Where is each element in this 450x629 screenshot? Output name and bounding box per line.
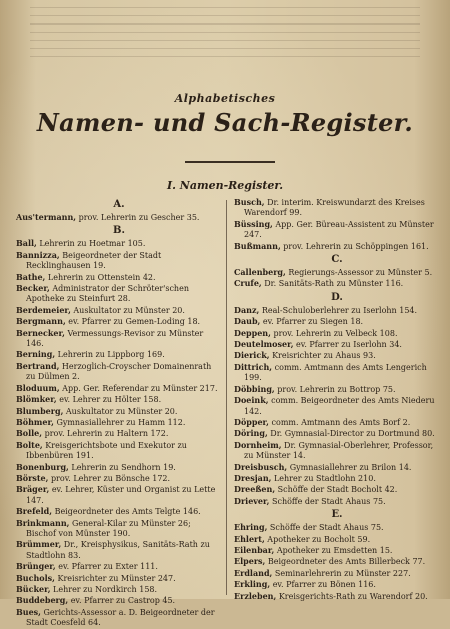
letter-heading: C. (331, 254, 343, 266)
entry-text: ev. Pfarrer zu Gemen-Loding 18. (68, 317, 201, 327)
entry-text: Lehrer zu Stadtlohn 210. (273, 473, 376, 483)
entry-name: Bannizza, (16, 249, 60, 260)
entry-name: Buchols, (16, 572, 55, 583)
entry-name: Bußmann, (234, 240, 281, 251)
entry-text: Gerichts-Assessor a. D. Beigeordneter der Stadt Coesfeld 64. (26, 607, 215, 628)
register-entry (16, 473, 222, 484)
entry-name: Ball, (16, 238, 37, 249)
entry-name: Bonenburg, (16, 461, 69, 472)
entry-text: Administrator der Schröter'schen Apotheke zu Steinfurt 28. (26, 284, 189, 304)
entry-name: Dittrich, (234, 361, 273, 372)
entry-name: Becker, (16, 283, 50, 294)
entry-text: ev. Pfarrer zu Bönen 116. (272, 580, 376, 590)
register-entry (16, 506, 222, 517)
register-entry (16, 539, 222, 561)
register-entry (16, 484, 222, 506)
entry-text: Lehrerin zu Sendhorn 19. (71, 462, 176, 472)
register-entry (16, 428, 222, 439)
register-entry (16, 250, 222, 272)
entry-name: Döbbing, (234, 383, 275, 394)
entry-name: Dornheim, (234, 439, 282, 450)
entry-text: ev. Pfarrer zu Castrop 45. (70, 596, 176, 606)
entry-name: Blömker, (16, 394, 57, 405)
entry-name: Büssing, (234, 218, 273, 229)
entry-name: Brinkmann, (16, 517, 70, 528)
register-entry (16, 272, 222, 283)
register-entry (234, 428, 440, 439)
entry-text: Seminarlehrerin zu Münster 227. (274, 568, 411, 578)
entry-text: Beigeordneter des Amts Billerbeck 77. (267, 557, 426, 567)
entry-text: comm. Amtmann des Amts Borf 2. (271, 417, 411, 427)
letter-heading: A. (113, 199, 125, 210)
entry-text: Vermessungs-Revisor zu Münster 146. (26, 328, 204, 349)
entry-name: Bolte, (16, 439, 43, 450)
entry-text: Apotheker zu Emsdetten 15. (276, 545, 393, 555)
entry-text: Real-Schuloberlehrer zu Iserlohn 154. (261, 305, 418, 315)
entry-text: Gymnasiallehrer zu Brilon 14. (289, 462, 412, 472)
register-entry (16, 349, 222, 360)
entry-name: Doeink, (234, 395, 269, 406)
register-entry (234, 316, 440, 327)
entry-text: prov. Lehrerin zu Gescher 35. (78, 213, 200, 222)
register-entry (16, 595, 222, 606)
entry-text: prov. Lehrerin zu Schöppingen 161. (283, 241, 429, 251)
entry-text: ev. Lehrer, Küster und Organist zu Lette 147. (26, 485, 216, 505)
entry-name: Bernecker, (16, 327, 65, 338)
entry-name: Berdemeier, (16, 304, 71, 315)
letter-heading: E. (331, 509, 343, 521)
title-large: Namen- und Sach-Register. (36, 108, 414, 137)
entry-name: Bergmann, (16, 316, 66, 327)
entry-text: prov. Lehrerin zu Haltern 172. (44, 429, 169, 439)
entry-text: ev. Lehrer zu Hölter 158. (59, 395, 162, 405)
entry-name: Crufe, (234, 278, 262, 289)
entry-text: Kreisrichter zu Ahaus 93. (272, 351, 376, 361)
entry-name: Buddeberg, (16, 595, 69, 606)
register-entry (16, 406, 222, 417)
column-divider (226, 200, 227, 595)
entry-name: Bertrand, (16, 360, 60, 371)
entry-name: Böhmer, (16, 416, 54, 427)
register-entry (234, 556, 440, 567)
entry-text: Dr. Sanitäts-Rath zu Münster 116. (264, 279, 404, 289)
entry-name: Erkling, (234, 579, 271, 590)
letter-heading: D. (331, 291, 343, 303)
entry-text: comm. Beigeordneter des Amts Niederu 142. (244, 396, 435, 416)
register-entry (234, 484, 440, 495)
register-entry (16, 573, 222, 584)
entry-text: Herzoglich-Croyscher Domainenrath zu Dülmen 2. (26, 361, 212, 382)
entry-text: Kreisgerichtsbote und Exekutor zu Ibbenbüren 191. (26, 440, 187, 461)
register-entry (234, 440, 440, 462)
register-entry (16, 561, 222, 572)
entry-text: Apotheker zu Bocholt 59. (267, 534, 371, 544)
register-entry (16, 212, 222, 223)
entry-name: Erzleben, (234, 590, 277, 601)
entry-text: Schöffe der Stadt Ahaus 75. (271, 496, 386, 506)
entry-text: Auskultator zu Münster 20. (65, 406, 178, 416)
entry-name: Ehlert, (234, 533, 265, 544)
register-entry (16, 417, 222, 428)
entry-text: App. Ger. Referendar zu Münster 217. (62, 383, 218, 393)
register-entry (16, 238, 222, 249)
register-entry (234, 350, 440, 361)
entry-text: Lehrerin zu Lippborg 169. (57, 350, 165, 360)
register-entry (234, 305, 440, 316)
entry-name: Callenberg, (234, 267, 286, 278)
entry-name: Driever, (234, 495, 270, 506)
register-entry (16, 305, 222, 316)
register-entry (16, 584, 222, 595)
register-entry (234, 462, 440, 473)
entry-name: Börste, (16, 472, 49, 483)
register-entry (16, 462, 222, 473)
entry-name: Erdland, (234, 567, 273, 578)
register-entry (234, 241, 440, 252)
entry-name: Brünger, (16, 561, 56, 572)
entry-name: Brefeld, (16, 506, 53, 517)
entry-name: Döpper, (234, 416, 269, 427)
entry-text: General-Kilar zu Münster 26; Bischof von Münster 190. (26, 518, 191, 538)
entry-name: Busch, (234, 197, 265, 207)
entry-name: Deppen, (234, 327, 271, 338)
entry-name: Bues, (16, 606, 41, 617)
entry-text: Kreisrichter zu Münster 247. (57, 573, 176, 583)
register-entry (234, 473, 440, 484)
show-through-text (0, 0, 450, 70)
entry-text: ev. Pfarrer zu Siegen 18. (262, 317, 364, 327)
entry-name: Dreisbusch, (234, 461, 288, 472)
entry-name: Berning, (16, 349, 56, 360)
entry-text: prov. Lehrer zu Bönsche 172. (50, 473, 171, 483)
register-entry (16, 518, 222, 540)
entry-text: Lehrerin zu Ottenstein 42. (47, 272, 156, 282)
entry-name: Elpers, (234, 556, 266, 567)
register-entry (234, 267, 440, 278)
entry-text: App. Ger. Büreau-Assistent zu Münster 247. (244, 219, 434, 240)
left-column (16, 197, 222, 629)
register-entry (234, 522, 440, 533)
entry-text: prov. Lehrerin zu Velbeck 108. (273, 328, 398, 338)
register-entry (16, 440, 222, 462)
letter-heading: B. (113, 225, 125, 237)
register-entry (234, 417, 440, 428)
register-entry (234, 339, 440, 350)
register-entry (16, 361, 222, 383)
entry-text: Dr., Kreisphysikus, Sanitäts-Rath zu Stadtlohn 83. (26, 540, 210, 560)
entry-name: Dierick, (234, 350, 270, 361)
entry-text: Kreisgerichts-Rath zu Warendorf 20. (278, 591, 428, 601)
register-entry (16, 394, 222, 405)
entry-name: Bathe, (16, 271, 46, 282)
entry-text: Dr. Gymnasial-Oberlehrer, Professor, zu Münster 14. (244, 440, 434, 461)
entry-text: Beigeordneter der Stadt Recklinghausen 19. (26, 250, 162, 271)
entry-text: ev. Pfarrer zu Iserlohn 34. (296, 340, 402, 350)
register-entry (234, 545, 440, 556)
entry-text: Regierungs-Assessor zu Münster 5. (288, 268, 433, 278)
entry-text: Dr. Gymnasial-Director zu Dortmund 80. (270, 429, 435, 439)
title-rule (185, 161, 275, 163)
register-entry (234, 534, 440, 545)
register-entry (234, 496, 440, 507)
register-entry (234, 395, 440, 417)
entry-name: Brümmer, (16, 539, 62, 550)
entry-name: Eilenbar, (234, 544, 275, 555)
entry-name: Bücker, (16, 584, 51, 594)
entry-name: Bolle, (16, 428, 43, 439)
entry-name: Blumberg, (16, 405, 64, 416)
entry-text: Lehrer zu Nordkirch 158. (53, 585, 158, 594)
register-entry (234, 219, 440, 241)
entry-name: Aus'termann, (16, 212, 77, 222)
entry-text: Beigeordneter des Amts Telgte 146. (54, 507, 201, 517)
entry-name: Bräger, (16, 484, 50, 495)
register-entry (16, 283, 222, 305)
entry-text: Schöffe der Stadt Ahaus 75. (269, 523, 384, 533)
register-entry (234, 362, 440, 384)
entry-name: Bloduum, (16, 382, 60, 393)
entry-name: Döring, (234, 428, 268, 439)
register-entry (234, 579, 440, 590)
register-entry (16, 316, 222, 327)
entry-name: Ehring, (234, 522, 268, 533)
register-entry (16, 328, 222, 350)
entry-text: prov. Lehrerin zu Bottrop 75. (277, 384, 396, 394)
register-entry (234, 591, 440, 602)
entry-name: Danz, (234, 304, 260, 315)
entry-name: Deutelmoser, (234, 339, 294, 350)
section-title: I. Namen-Register. (166, 179, 284, 192)
register-entry (234, 568, 440, 579)
register-entry (234, 278, 440, 289)
register-entry (16, 383, 222, 394)
entry-text: Schöffe der Stadt Bocholt 42. (277, 485, 398, 495)
title-small: Alphabetisches (174, 92, 276, 105)
entry-text: ev. Pfarrer zu Exter 111. (58, 562, 158, 572)
entry-text: Dr. interim. Kreiswundarzt des Kreises Warendorf 99. (244, 198, 425, 218)
right-column (234, 197, 440, 602)
entry-text: Auskultator zu Münster 20. (73, 305, 185, 315)
entry-name: Dreeßen, (234, 484, 276, 495)
register-entry (234, 328, 440, 339)
entry-text: Gymnasiallehrer zu Hamm 112. (56, 417, 186, 427)
register-entry (234, 384, 440, 395)
entry-name: Daub, (234, 316, 261, 327)
entry-text: Lehrerin zu Hoetmar 105. (39, 239, 146, 249)
entry-name: Dresjan, (234, 472, 272, 483)
entry-text: comm. Amtmann des Amts Lengerich 199. (244, 362, 427, 383)
register-entry (16, 607, 222, 629)
register-entry (234, 197, 440, 219)
